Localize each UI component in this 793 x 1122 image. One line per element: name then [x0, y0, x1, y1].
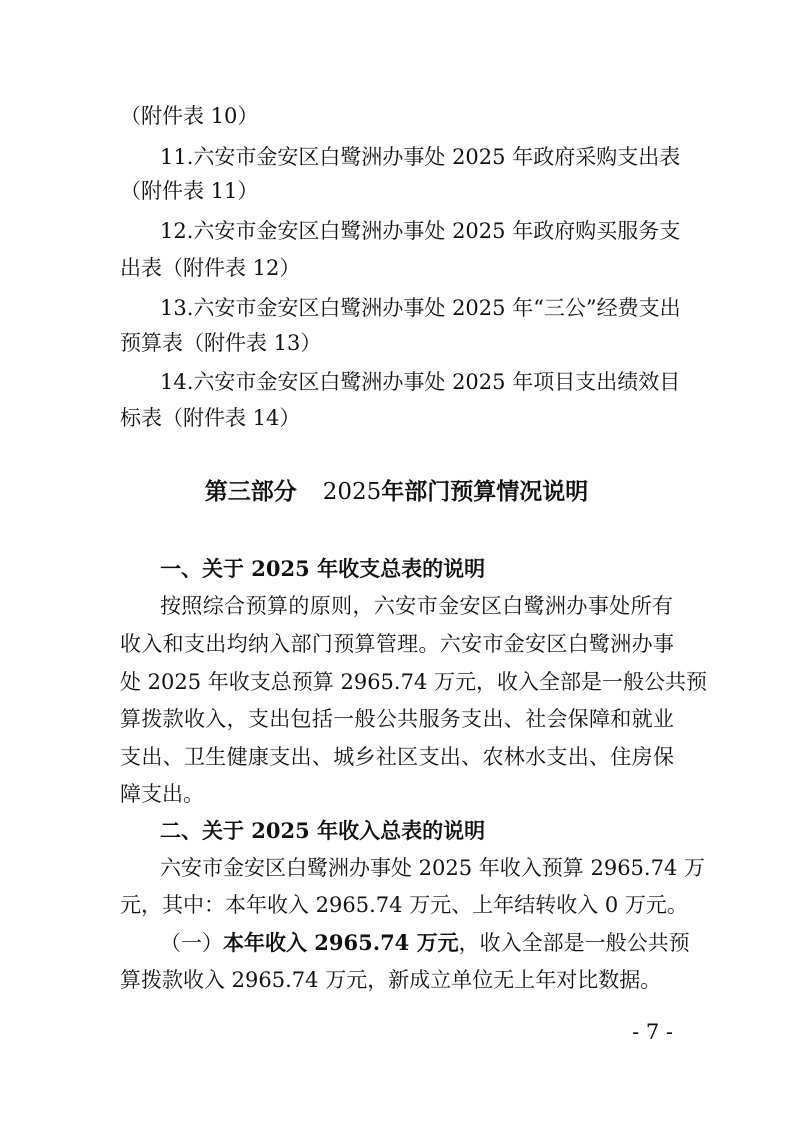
attachment-line-7: 预算表（附件表 13）	[120, 331, 322, 355]
page-number: - 7 -	[632, 1020, 673, 1044]
subsection-bold-text: 本年收入 2965.74 万元	[223, 930, 459, 955]
section-heading	[0, 478, 793, 506]
attachment-line-1: （附件表 10）	[120, 104, 259, 128]
section1-title: 一、关于 2025 年收支总表的说明	[160, 556, 486, 581]
attachment-line-4: 12.六安市金安区白鹭洲办事处 2025 年政府购买服务支	[160, 219, 681, 243]
subsection-rest-text: ，收入全部是一般公共预	[458, 931, 690, 955]
section1-line-3: 处 2025 年收支总预算 2965.74 万元，收入全部是一般公共预	[120, 670, 707, 694]
attachment-line-6: 13.六安市金安区白鹭洲办事处 2025 年“三公”经费支出	[160, 296, 681, 320]
heading-year: 2025	[322, 479, 382, 505]
heading-rest: 年部门预算情况说明	[381, 478, 589, 505]
heading-part: 第三部分	[204, 478, 297, 505]
attachment-line-5: 出表（附件表 12）	[120, 256, 301, 280]
section2-title: 二、关于 2025 年收入总表的说明	[160, 818, 486, 843]
section1-line-6: 障支出。	[120, 782, 204, 806]
section1-line-1: 按照综合预算的原则，六安市金安区白鹭洲办事处所有	[160, 594, 673, 618]
section2-line-2: 元，其中：本年收入 2965.74 万元、上年结转收入 0 万元。	[120, 893, 688, 917]
attachment-line-3: （附件表 11）	[120, 179, 259, 203]
attachment-line-2: 11.六安市金安区白鹭洲办事处 2025 年政府采购支出表	[160, 145, 681, 169]
section2-subsection-line	[160, 930, 690, 955]
section2-line-1: 六安市金安区白鹭洲办事处 2025 年收入预算 2965.74 万	[160, 856, 705, 880]
section1-line-2: 收入和支出均纳入部门预算管理。六安市金安区白鹭洲办事	[120, 632, 674, 656]
subsection-prefix: （一）	[160, 931, 223, 955]
attachment-line-8: 14.六安市金安区白鹭洲办事处 2025 年项目支出绩效目	[160, 370, 681, 394]
section1-line-5: 支出、卫生健康支出、城乡社区支出、农林水支出、住房保	[120, 745, 674, 769]
section1-line-4: 算拨款收入，支出包括一般公共服务支出、社会保障和就业	[120, 707, 674, 731]
section2-last-line: 算拨款收入 2965.74 万元，新成立单位无上年对比数据。	[120, 968, 662, 992]
attachment-line-9: 标表（附件表 14）	[120, 406, 301, 430]
